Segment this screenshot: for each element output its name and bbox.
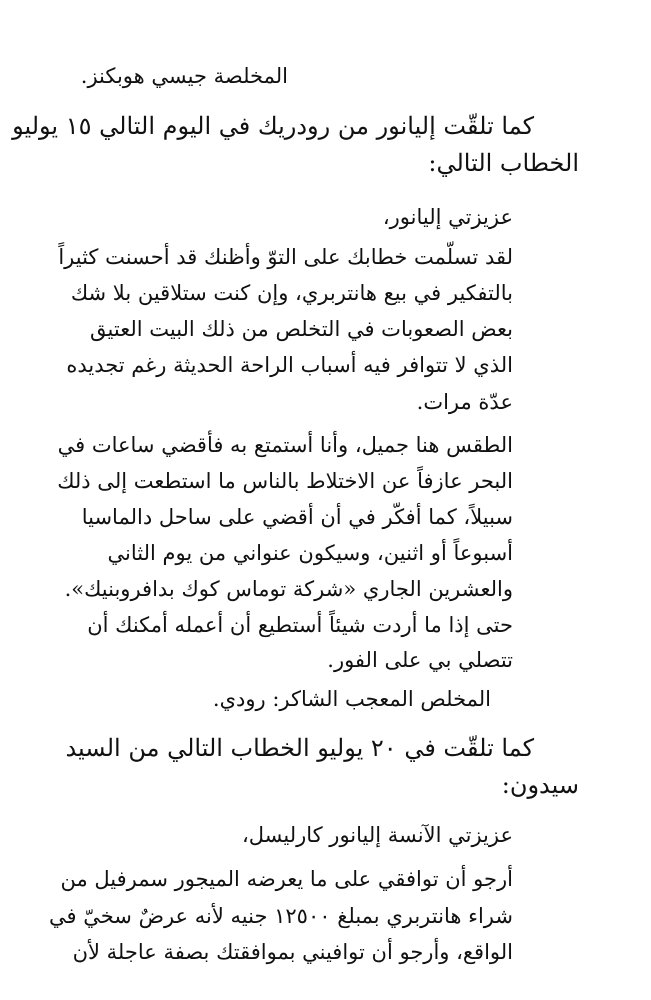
- letter-2-paragraph-1-line: شراء هانتربري بمبلغ ١٢٥٠٠ جنيه لأنه عرضٌ سخيّ في: [49, 904, 513, 928]
- letter-1-paragraph-2-line: أسبوعاً أو اثنين، وسيكون عنواني من يوم الثاني: [107, 541, 513, 565]
- letter-1-paragraph-1-line: بالتفكير في بيع هانتربري، وإن كنت ستلاقين بلا شك: [70, 281, 513, 305]
- letter-1-paragraph-2-line: حتى إذا ما أردت شيئاً أستطيع أن أعمله أمكنك أن: [87, 613, 513, 637]
- intro-2-line-2: سيدون:: [501, 771, 579, 799]
- signature-jessie: المخلصة جيسي هوبكنز.: [80, 64, 288, 88]
- letter-1-salutation: عزيزتي إليانور،: [382, 205, 513, 229]
- letter-1-paragraph-2-line: الطقس هنا جميل، وأنا أستمتع به فأقضي ساعات في: [57, 433, 513, 457]
- letter-1-paragraph-2-line: والعشرين الجاري «شركة توماس كوك بدافروبنيك».: [64, 577, 513, 601]
- signature-roddy: المخلص المعجب الشاكر: رودي.: [212, 687, 491, 711]
- letter-1-paragraph-1-line: بعض الصعوبات في التخلص من ذلك البيت العتيق: [90, 317, 513, 341]
- letter-1-paragraph-2-line: تتصلي بي على الفور.: [327, 648, 513, 672]
- intro-1-line-1: كما تلقّت إليانور من رودريك في اليوم التالي ١٥ يوليو: [12, 112, 534, 140]
- letter-2-paragraph-1-line: الواقع، وأرجو أن توافيني بموافقتك بصفة عاجلة لأن: [72, 940, 513, 964]
- letter-1-paragraph-2-line: البحر عازفاً عن الاختلاط بالناس ما استطعت إلى ذلك: [57, 469, 513, 493]
- letter-2-paragraph-1-line: أرجو أن توافقي على ما يعرضه الميجور سمرفيل من: [60, 867, 513, 891]
- letter-1-paragraph-1-line: عدّة مرات.: [416, 390, 513, 414]
- letter-2-salutation: عزيزتي الآنسة إليانور كارليسل،: [241, 823, 513, 847]
- letter-1-paragraph-1-line: لقد تسلّمت خطابك على التوّ وأظنك قد أحسنت كثيراً: [58, 245, 513, 269]
- letter-1-paragraph-2-line: سبيلاً، كما أفكّر في أن أقضي على ساحل دالماسيا: [81, 505, 513, 529]
- letter-1-paragraph-1-line: الذي لا تتوافر فيه أسباب الراحة الحديثة رغم تجديده: [66, 353, 513, 377]
- intro-1-line-2: الخطاب التالي:: [428, 149, 579, 177]
- intro-2-line-1: كما تلقّت في ٢٠ يوليو الخطاب التالي من السيد: [65, 734, 534, 762]
